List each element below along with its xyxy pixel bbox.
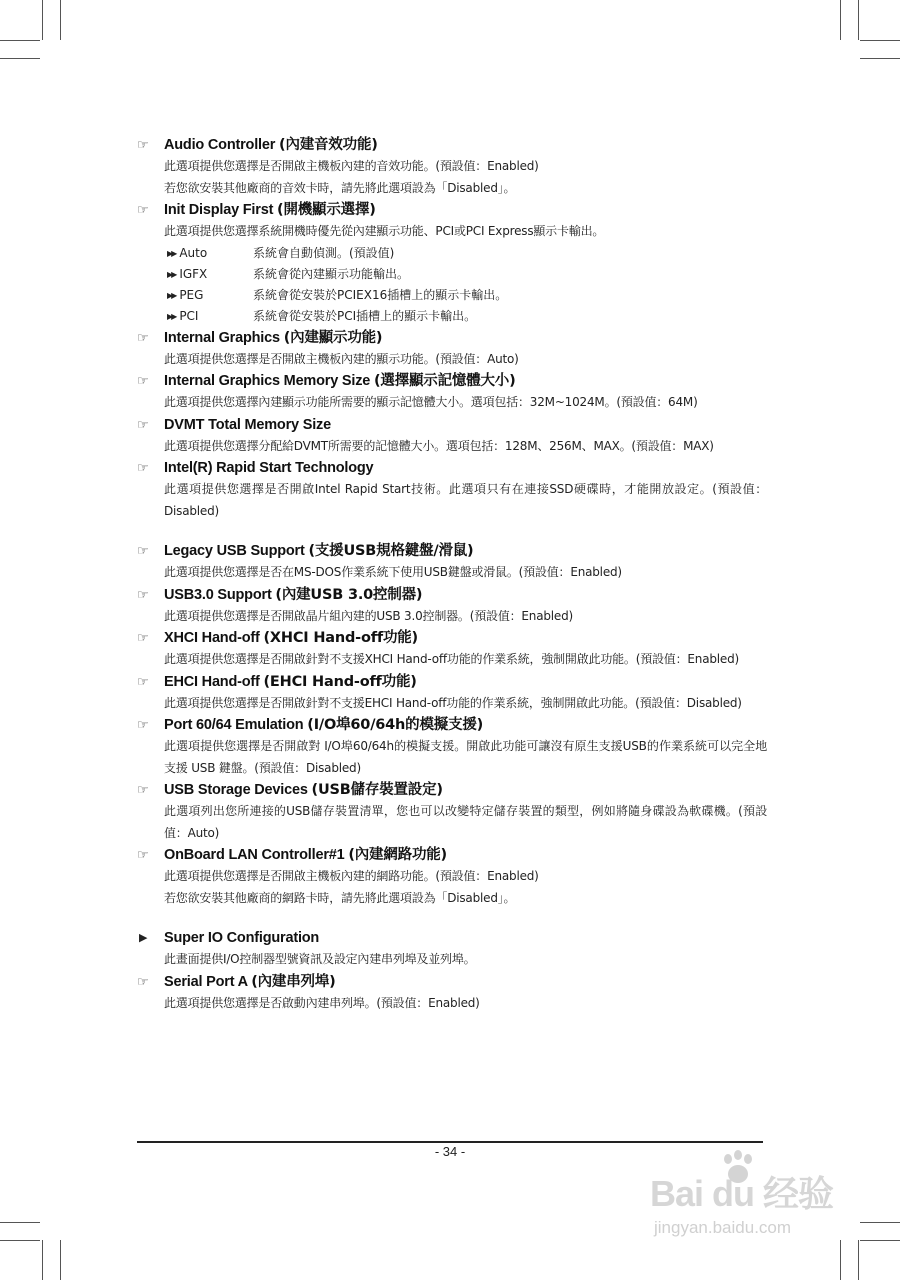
setting-title: Internal Graphics Memory Size xyxy=(164,373,374,389)
crop-mark xyxy=(42,1240,43,1280)
option-key xyxy=(167,306,253,327)
setting-title: DVMT Total Memory Size xyxy=(164,416,331,433)
setting-title-chinese: (USB儲存裝置設定) xyxy=(311,782,443,798)
setting-entry xyxy=(137,327,767,371)
crop-mark xyxy=(0,1240,40,1241)
pointing-hand-icon: ☞ xyxy=(137,543,149,558)
option-key-label: PEG xyxy=(179,287,204,302)
setting-title-chinese: (支援USB規格鍵盤/滑鼠) xyxy=(308,543,474,559)
setting-entry xyxy=(137,714,767,779)
setting-title: Init Display First xyxy=(164,202,278,218)
option-value: 系統會從內建顯示功能輸出。 xyxy=(253,266,410,281)
pointing-hand-icon: ☞ xyxy=(137,202,149,217)
crop-mark xyxy=(860,1222,900,1223)
setting-description: 此選項提供您選擇是否開啟晶片組內建的USB 3.0控制器。(預設值：Enabled) xyxy=(164,608,573,623)
setting-heading xyxy=(137,927,767,949)
double-arrow-icon: ▶▶ xyxy=(167,248,176,258)
setting-heading xyxy=(137,844,767,866)
setting-heading xyxy=(137,457,767,479)
setting-heading xyxy=(137,971,767,993)
option-key-label: IGFX xyxy=(179,266,208,281)
watermark-brand: Bai du 经验 xyxy=(650,1173,834,1214)
setting-title-chinese: (XHCI Hand-off功能) xyxy=(263,630,418,646)
setting-title: USB3.0 Support xyxy=(164,586,276,603)
crop-mark xyxy=(0,58,40,59)
submenu-arrow-icon: ▶ xyxy=(139,932,148,944)
setting-title: Serial Port A xyxy=(164,973,252,990)
pointing-hand-icon: ☞ xyxy=(137,137,149,152)
double-arrow-icon: ▶▶ xyxy=(167,269,176,279)
setting-heading xyxy=(137,714,767,736)
setting-entry xyxy=(137,779,767,844)
setting-entry xyxy=(137,457,767,522)
option-value: 系統會自動偵測。(預設值) xyxy=(253,245,395,260)
option-row xyxy=(137,285,767,306)
crop-mark xyxy=(60,1240,61,1280)
setting-title: Super IO Configuration xyxy=(164,930,320,946)
setting-description: 此選項提供您選擇是否開啟對 I/O埠60/64h的模擬支援。開啟此功能可讓沒有原生支援USB的作業系統可以完全地支援 USB 鍵盤。(預設值：Disabled) xyxy=(164,739,767,775)
setting-description: 此選項提供您選擇分配給DVMT所需要的記憶體大小。選項包括：128M、256M、MAX。(預設值：MAX) xyxy=(164,438,714,453)
setting-description: 此選項提供您選擇是否開啟主機板內建的顯示功能。(預設值：Auto) xyxy=(164,351,519,366)
setting-entry xyxy=(137,927,767,971)
setting-title-chinese: (內建音效功能) xyxy=(279,137,378,153)
setting-title-chinese: (開機顯示選擇) xyxy=(277,202,376,218)
setting-description: 此選項提供您選擇是否開啟主機板內建的網路功能。(預設值：Enabled) xyxy=(164,869,539,883)
pointing-hand-icon: ☞ xyxy=(137,460,149,475)
setting-title-chinese: (選擇顯示記憶體大小) xyxy=(373,373,516,389)
double-arrow-icon: ▶▶ xyxy=(167,290,176,300)
setting-description: 此選項提供您選擇系統開機時優先從內建顯示功能、PCI或PCI Express顯示卡輸出。 xyxy=(164,224,605,238)
setting-title: Audio Controller xyxy=(164,137,280,153)
setting-description: 此選項提供您選擇是否開啟針對不支援XHCI Hand-off功能的作業系統，強制開啟此功能。(預設值：Enabled) xyxy=(164,652,739,666)
setting-description: 此選項提供您選擇是否開啟針對不支援EHCI Hand-off功能的作業系統，強制開啟此功能。(預設值：Disabled) xyxy=(164,695,742,710)
crop-mark xyxy=(860,58,900,59)
setting-heading xyxy=(137,414,767,436)
section-gap xyxy=(137,909,767,927)
setting-entry xyxy=(137,844,767,909)
section-gap xyxy=(137,522,767,540)
setting-entry xyxy=(137,584,767,628)
setting-title-chinese: (EHCI Hand-off功能) xyxy=(263,673,417,690)
setting-description: 若您欲安裝其他廠商的音效卡時，請先將此選項設為「Disabled」。 xyxy=(164,180,516,195)
crop-mark xyxy=(860,1240,900,1241)
setting-entry xyxy=(137,671,767,715)
setting-heading xyxy=(137,327,767,349)
setting-title: XHCI Hand-off xyxy=(164,630,264,646)
crop-mark xyxy=(42,0,43,40)
pointing-hand-icon: ☞ xyxy=(137,717,149,732)
option-row xyxy=(137,264,767,285)
manual-content xyxy=(137,134,767,1014)
setting-entry xyxy=(137,414,767,458)
pointing-hand-icon: ☞ xyxy=(137,782,149,797)
option-value: 系統會從安裝於PCI插槽上的顯示卡輸出。 xyxy=(253,308,477,323)
setting-title-chinese: (內建顯示功能) xyxy=(283,329,383,346)
option-key-label: Auto xyxy=(179,245,208,260)
setting-title-chinese: (內建USB 3.0控制器) xyxy=(275,586,423,603)
setting-entry xyxy=(137,370,767,414)
baidu-watermark xyxy=(650,1150,840,1250)
setting-title: Intel(R) Rapid Start Technology xyxy=(164,460,374,476)
setting-title-chinese: (內建網路功能) xyxy=(348,847,447,863)
pointing-hand-icon: ☞ xyxy=(137,973,149,989)
setting-heading xyxy=(137,779,767,801)
setting-heading xyxy=(137,671,767,693)
option-key xyxy=(167,264,253,285)
setting-heading xyxy=(137,540,767,562)
double-arrow-icon: ▶▶ xyxy=(167,311,176,321)
setting-title: Legacy USB Support xyxy=(164,543,309,559)
setting-description: 此選項提供您選擇是否啟動內建串列埠。(預設值：Enabled) xyxy=(164,995,480,1010)
setting-entry xyxy=(137,971,767,1015)
page-number: - 34 - xyxy=(434,1144,466,1159)
option-key xyxy=(167,285,253,306)
watermark-url: jingyan.baidu.com xyxy=(654,1218,792,1237)
pointing-hand-icon: ☞ xyxy=(137,630,149,645)
setting-title: USB Storage Devices xyxy=(164,782,312,798)
option-key-label: PCI xyxy=(179,308,199,323)
pointing-hand-icon: ☞ xyxy=(137,329,149,345)
setting-heading xyxy=(137,370,767,392)
pointing-hand-icon: ☞ xyxy=(137,847,149,862)
setting-description: 此選項提供您選擇內建顯示功能所需要的顯示記憶體大小。選項包括：32M~1024M。(預設值：64M) xyxy=(164,395,698,409)
footer-divider xyxy=(137,1141,763,1143)
setting-title-chinese: (內建串列埠) xyxy=(251,973,336,990)
setting-title: EHCI Hand-off xyxy=(164,673,264,690)
pointing-hand-icon: ☞ xyxy=(137,673,149,689)
pointing-hand-icon: ☞ xyxy=(137,373,149,388)
setting-description: 此選項提供您選擇是否開啟主機板內建的音效功能。(預設值：Enabled) xyxy=(164,159,539,173)
setting-heading xyxy=(137,627,767,649)
setting-description: 此選項列出您所連接的USB儲存裝置清單，您也可以改變特定儲存裝置的類型，例如將隨身碟設為軟碟機。(預設值：Auto) xyxy=(164,804,767,840)
option-value: 系統會從安裝於PCIEX16插槽上的顯示卡輸出。 xyxy=(253,287,508,302)
option-key xyxy=(167,243,253,264)
crop-mark xyxy=(0,40,40,41)
setting-title: Port 60/64 Emulation xyxy=(164,717,308,733)
setting-description: 此選項提供您選擇是否在MS-DOS作業系統下使用USB鍵盤或滑鼠。(預設值：Enabled) xyxy=(164,565,622,579)
setting-entry xyxy=(137,199,767,327)
crop-mark xyxy=(860,40,900,41)
setting-description: 若您欲安裝其他廠商的網路卡時，請先將此選項設為「Disabled」。 xyxy=(164,890,516,905)
crop-mark xyxy=(60,0,61,40)
setting-heading xyxy=(137,134,767,156)
option-row xyxy=(137,306,767,327)
setting-entry xyxy=(137,134,767,199)
setting-title: OnBoard LAN Controller#1 xyxy=(164,847,349,863)
crop-mark xyxy=(0,1222,40,1223)
setting-entry xyxy=(137,627,767,671)
setting-title: Internal Graphics xyxy=(164,329,284,346)
crop-mark xyxy=(858,0,859,40)
pointing-hand-icon: ☞ xyxy=(137,416,149,432)
setting-description: 此選項提供您選擇是否開啟Intel Rapid Start技術。此選項只有在連接SSD硬碟時，才能開放設定。(預設值：Disabled) xyxy=(164,482,767,518)
setting-description: 此畫面提供I/O控制器型號資訊及設定內建串列埠及並列埠。 xyxy=(164,952,476,966)
setting-heading xyxy=(137,584,767,606)
pointing-hand-icon: ☞ xyxy=(137,586,149,602)
crop-mark xyxy=(840,1240,841,1280)
setting-title-chinese: (I/O埠60/64h的模擬支援) xyxy=(307,717,484,733)
option-row xyxy=(137,243,767,264)
crop-mark xyxy=(858,1240,859,1280)
crop-mark xyxy=(840,0,841,40)
setting-heading xyxy=(137,199,767,221)
setting-entry xyxy=(137,540,767,584)
